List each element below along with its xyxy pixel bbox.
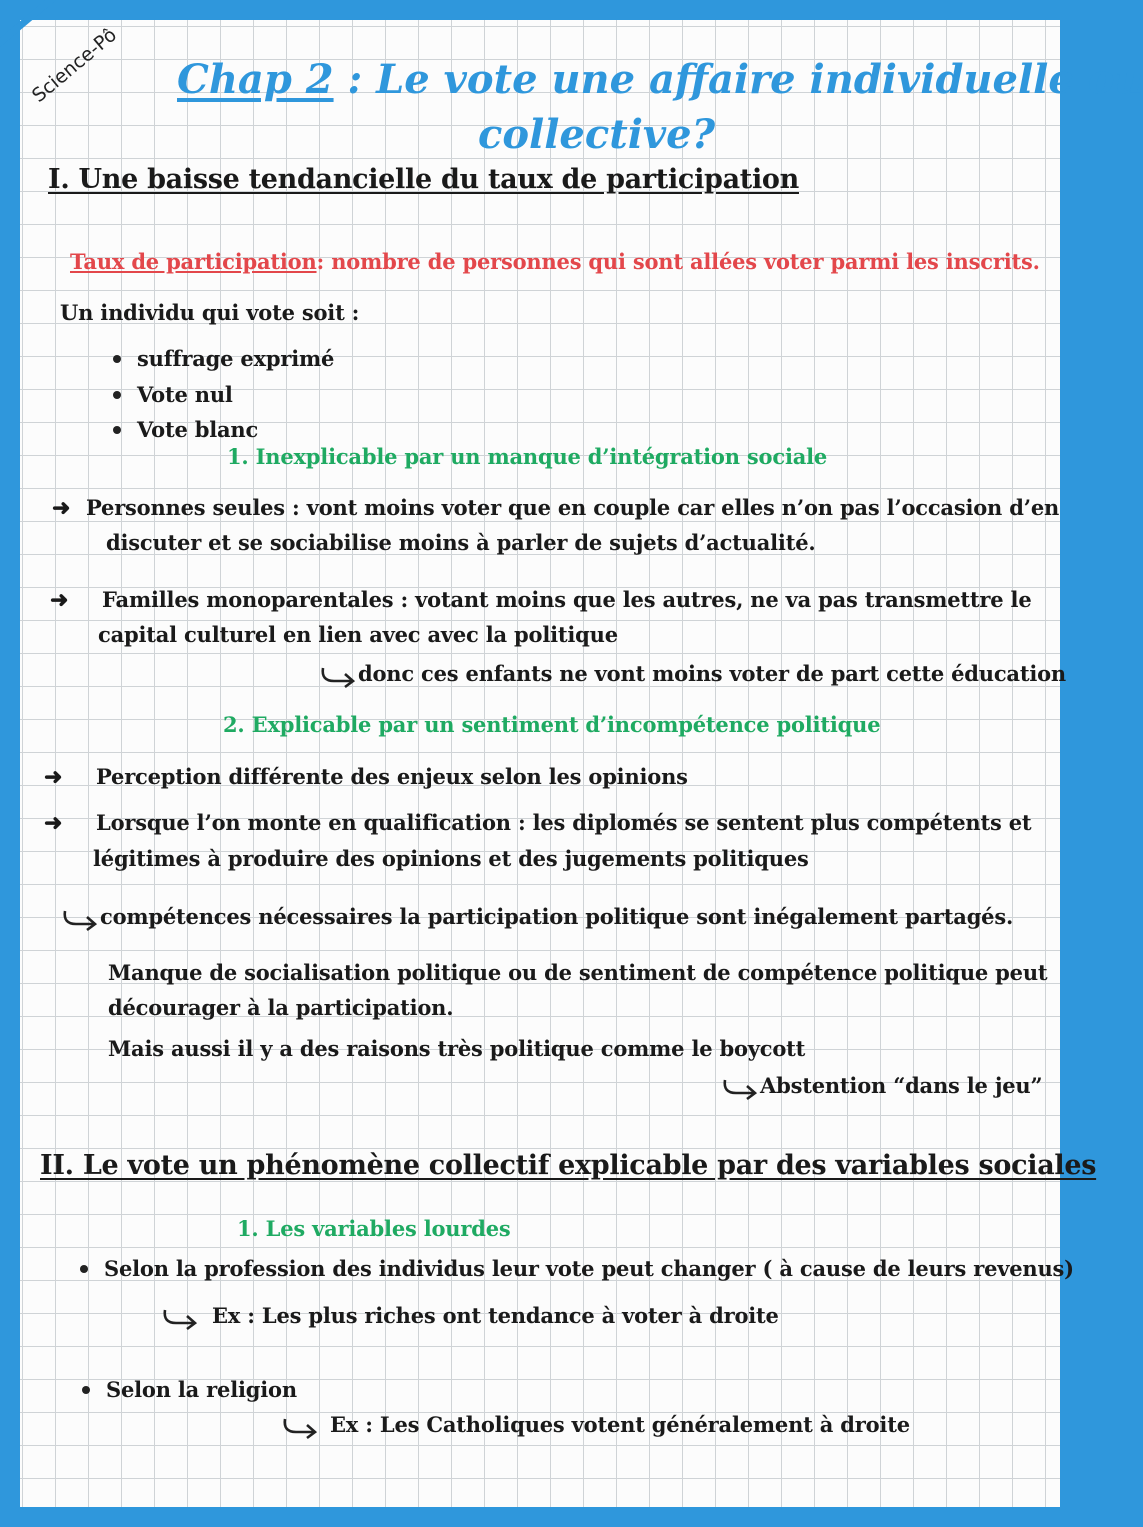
example-line: Ex : Les Catholiques votent généralement à droite [280, 1412, 910, 1438]
hook-arrow-icon [318, 665, 358, 687]
consequence-line: Abstention “dans le jeu” [720, 1073, 1042, 1099]
list-item: suffrage exprimé [113, 346, 334, 371]
subsection-title: 1. Inexplicable par un manque d’intégration sociale [227, 444, 828, 469]
definition-term: Taux de participation [70, 249, 317, 274]
text-line: décourager à la participation. [108, 995, 454, 1020]
list-item: Vote blanc [113, 417, 258, 442]
text-line: discuter et se sociabilise moins à parler de sujets d’actualité. [106, 530, 816, 555]
arrow-point: ➜ Personnes seules : vont moins voter que en couple car elles n’on pas l’occasion d’en [52, 495, 1060, 521]
bullet-icon [82, 1386, 90, 1394]
definition [70, 249, 1040, 274]
subsection-title: 2. Explicable par un sentiment d’incompétence politique [223, 712, 881, 737]
example-line: Ex : Les plus riches ont tendance à voter à droite [160, 1303, 779, 1329]
text-line: capital culturel en lien avec avec la politique [98, 622, 618, 647]
text-line: Mais aussi il y a des raisons très politique comme le boycott [108, 1036, 806, 1061]
hook-arrow-icon [720, 1077, 760, 1099]
bullet-icon [113, 391, 121, 399]
right-arrow-icon: ➜ [44, 764, 63, 790]
hook-arrow-icon [60, 908, 100, 930]
hook-arrow-icon [160, 1307, 200, 1329]
chapter-title: : Le vote une affaire individuelle ou [333, 56, 1143, 103]
subsection-title: 1. Les variables lourdes [237, 1216, 511, 1241]
right-arrow-icon: ➜ [52, 495, 71, 521]
arrow-point: ➜ Lorsque l’on monte en qualification : les diplomés se sentent plus compétents et [44, 810, 1032, 836]
right-arrow-icon: ➜ [44, 810, 63, 836]
corner-label: Science-Pô [28, 23, 121, 107]
consequence-line: donc ces enfants ne vont moins voter de part cette éducation [318, 661, 1066, 687]
text-line: Manque de socialisation politique ou de sentiment de compétence politique peut [108, 960, 1048, 985]
list-item: Vote nul [113, 382, 233, 407]
section1-heading: I. Une baisse tendancielle du taux de participation [48, 164, 799, 195]
right-arrow-icon: ➜ [50, 587, 69, 613]
list-item: Selon la religion [82, 1377, 297, 1402]
arrow-point: ➜ Perception différente des enjeux selon les opinions [44, 764, 688, 790]
consequence-line: compétences nécessaires la participation politique sont inégalement partagés. [60, 904, 1013, 930]
notebook-page [20, 20, 1143, 1507]
bullet-icon [113, 355, 121, 363]
section2-heading: II. Le vote un phénomène collectif explicable par des variables sociales [40, 1150, 1097, 1181]
page-title-line2: collective? [478, 111, 716, 158]
bullet-icon [80, 1265, 88, 1273]
hook-arrow-icon [280, 1416, 320, 1438]
page-title-line1 [177, 56, 1143, 103]
chapter-number: Chap 2 [177, 56, 334, 103]
intro-text: Un individu qui vote soit : [60, 300, 360, 325]
definition-text: : nombre de personnes qui sont allées voter parmi les inscrits. [316, 249, 1040, 274]
bullet-icon [113, 426, 121, 434]
list-item: Selon la profession des individus leur vote peut changer ( à cause de leurs revenus) [80, 1256, 1074, 1281]
text-line: légitimes à produire des opinions et des jugements politiques [93, 846, 809, 871]
arrow-point: ➜ Familles monoparentales : votant moins que les autres, ne va pas transmettre le [50, 587, 1032, 613]
